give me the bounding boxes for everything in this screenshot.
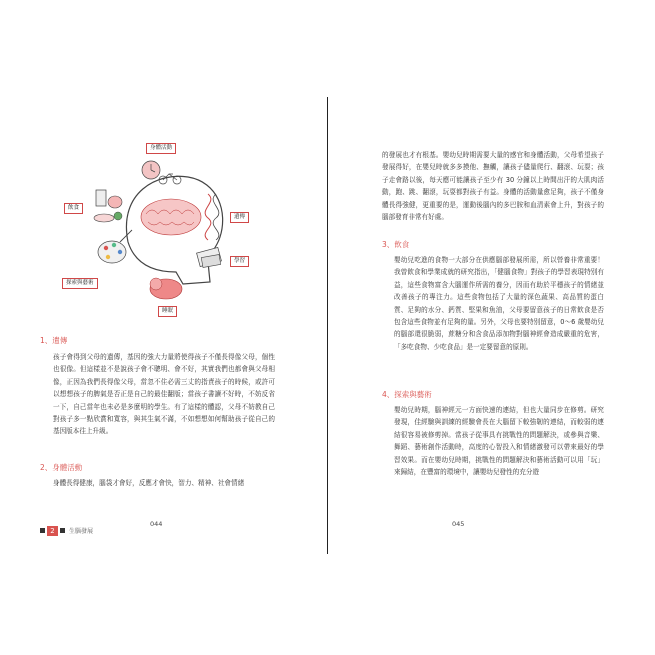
right-page	[328, 0, 655, 655]
label-explore: 探索與藝術	[62, 278, 98, 289]
section-heading-genetic: 1、遺傳	[40, 336, 68, 345]
section-text-diet: 嬰幼兒吃進的食物一大部分在供應腦部發展所需，所以營養非常重要！我曾飲食和學業成就的研究指出，「健腦食物」對孩子的學習表現特別有益，這些食物富含大腦運作所需的養分，因而有助於平穩孩子的情緒並改善孩子的專注力。這些食物包括了大量的深色蔬果、高品質的蛋白質、足夠的水分、鈣質、堅果和魚油，父母要留意孩子的日常飲食是否包含這些食物並有足夠的量。另外，父母也要特別留意，0～6 歲嬰幼兒的腦部還很脆弱，蔗糖分和含食品添加物對腦神經會造成嚴重的危害，「多吃食物、少吃食品」是一定要留意的原則。	[394, 256, 604, 351]
label-genetic: 遺傳	[230, 212, 249, 223]
label-sleep: 睡眠	[158, 306, 177, 317]
dna-icon	[205, 194, 219, 240]
page-number-right: 045	[452, 520, 465, 528]
section-heading-motion: 2、身體活動	[40, 463, 83, 472]
page-number-left: 044	[150, 520, 163, 528]
food-icon	[94, 190, 122, 222]
section-text-genetic: 孩子會得到父母的遺傳，基因的強大力量將使得孩子不僅長得像父母，個性也很像。但這樣並不是說孩子會不聰明、會不好，其實我們也都會與父母相像，正因為我們長得像父母，當忽不住必需三丈的指責孩子的時候，或許可以想想孩子的脾氣是否正是自己的最佳翻版；當孩子書讀不好時，不妨反省一下，自己當年也未必是多麼明的學生。有了這樣的體認，父母不妨教自己對孩子多一點欣賞和寬容，與其生氣不滿，不如想想如何幫助孩子從自己的基因版本往上升級。	[53, 353, 275, 436]
intro-paragraph: 的發展也才有根基。嬰幼兒時期需要大量的感官和身體活動，父母希望孩子發展得好，在嬰兒時就多多摸他、撫觸，讓孩子儘量爬行、翻滾、玩耍；孩子走會路以後，每天應可能讓孩子至少有 30 分鐘以上時間出汗的大肌肉活動，跑、跳、翻滾，玩耍都對孩子有益。身體的活動量愈足夠，孩子不僅身體長得強健，更重要的是，運動後腦內的多巴胺和血清素會上升，對孩子的腦部發育非常有好處。	[382, 151, 604, 222]
label-motion: 身體活動	[146, 143, 176, 154]
section-text-explore: 嬰幼兒時期，腦神經元一方面快速的連結，但也大量同步在修剪。研究發現，佳經驗與訓練的經驗會長在大腦留下較強韌的連結，而較弱的連結很容易被修剪掉。當孩子從事具有挑戰性的問題解決，或參與音樂、舞蹈、藝術創作活動時，高度的心智投入和情緒激發可以帶來最好的學習效果。而在嬰幼兒時期，挑戰性的問題解決和藝術活動可以用「玩」來歸結，在豐富的環境中，讓嬰幼兒發性的充分遊	[394, 406, 604, 477]
section-heading-explore: 4、探索與藝術	[382, 390, 432, 399]
label-diet: 飲食	[64, 203, 83, 214]
left-footer	[40, 520, 94, 535]
left-page	[0, 0, 327, 655]
brain	[141, 199, 201, 235]
section-heading-diet: 3、飲食	[382, 240, 410, 249]
palette-icon	[98, 230, 132, 263]
label-learning: 學習	[230, 256, 249, 267]
footer-square-icon	[60, 528, 65, 533]
sleeping-baby-icon	[150, 278, 182, 299]
brain-development-illustration	[58, 132, 272, 317]
books-icon	[197, 247, 222, 267]
section-text-motion: 身體長得健康，腦袋才會好，反應才會快，智力、精神、社會情緒	[53, 479, 245, 487]
brain-diagram	[58, 132, 272, 317]
footer-square-icon	[40, 528, 45, 533]
chapter-badge: 2	[47, 526, 58, 536]
chapter-title: 生腦發展	[69, 528, 94, 535]
